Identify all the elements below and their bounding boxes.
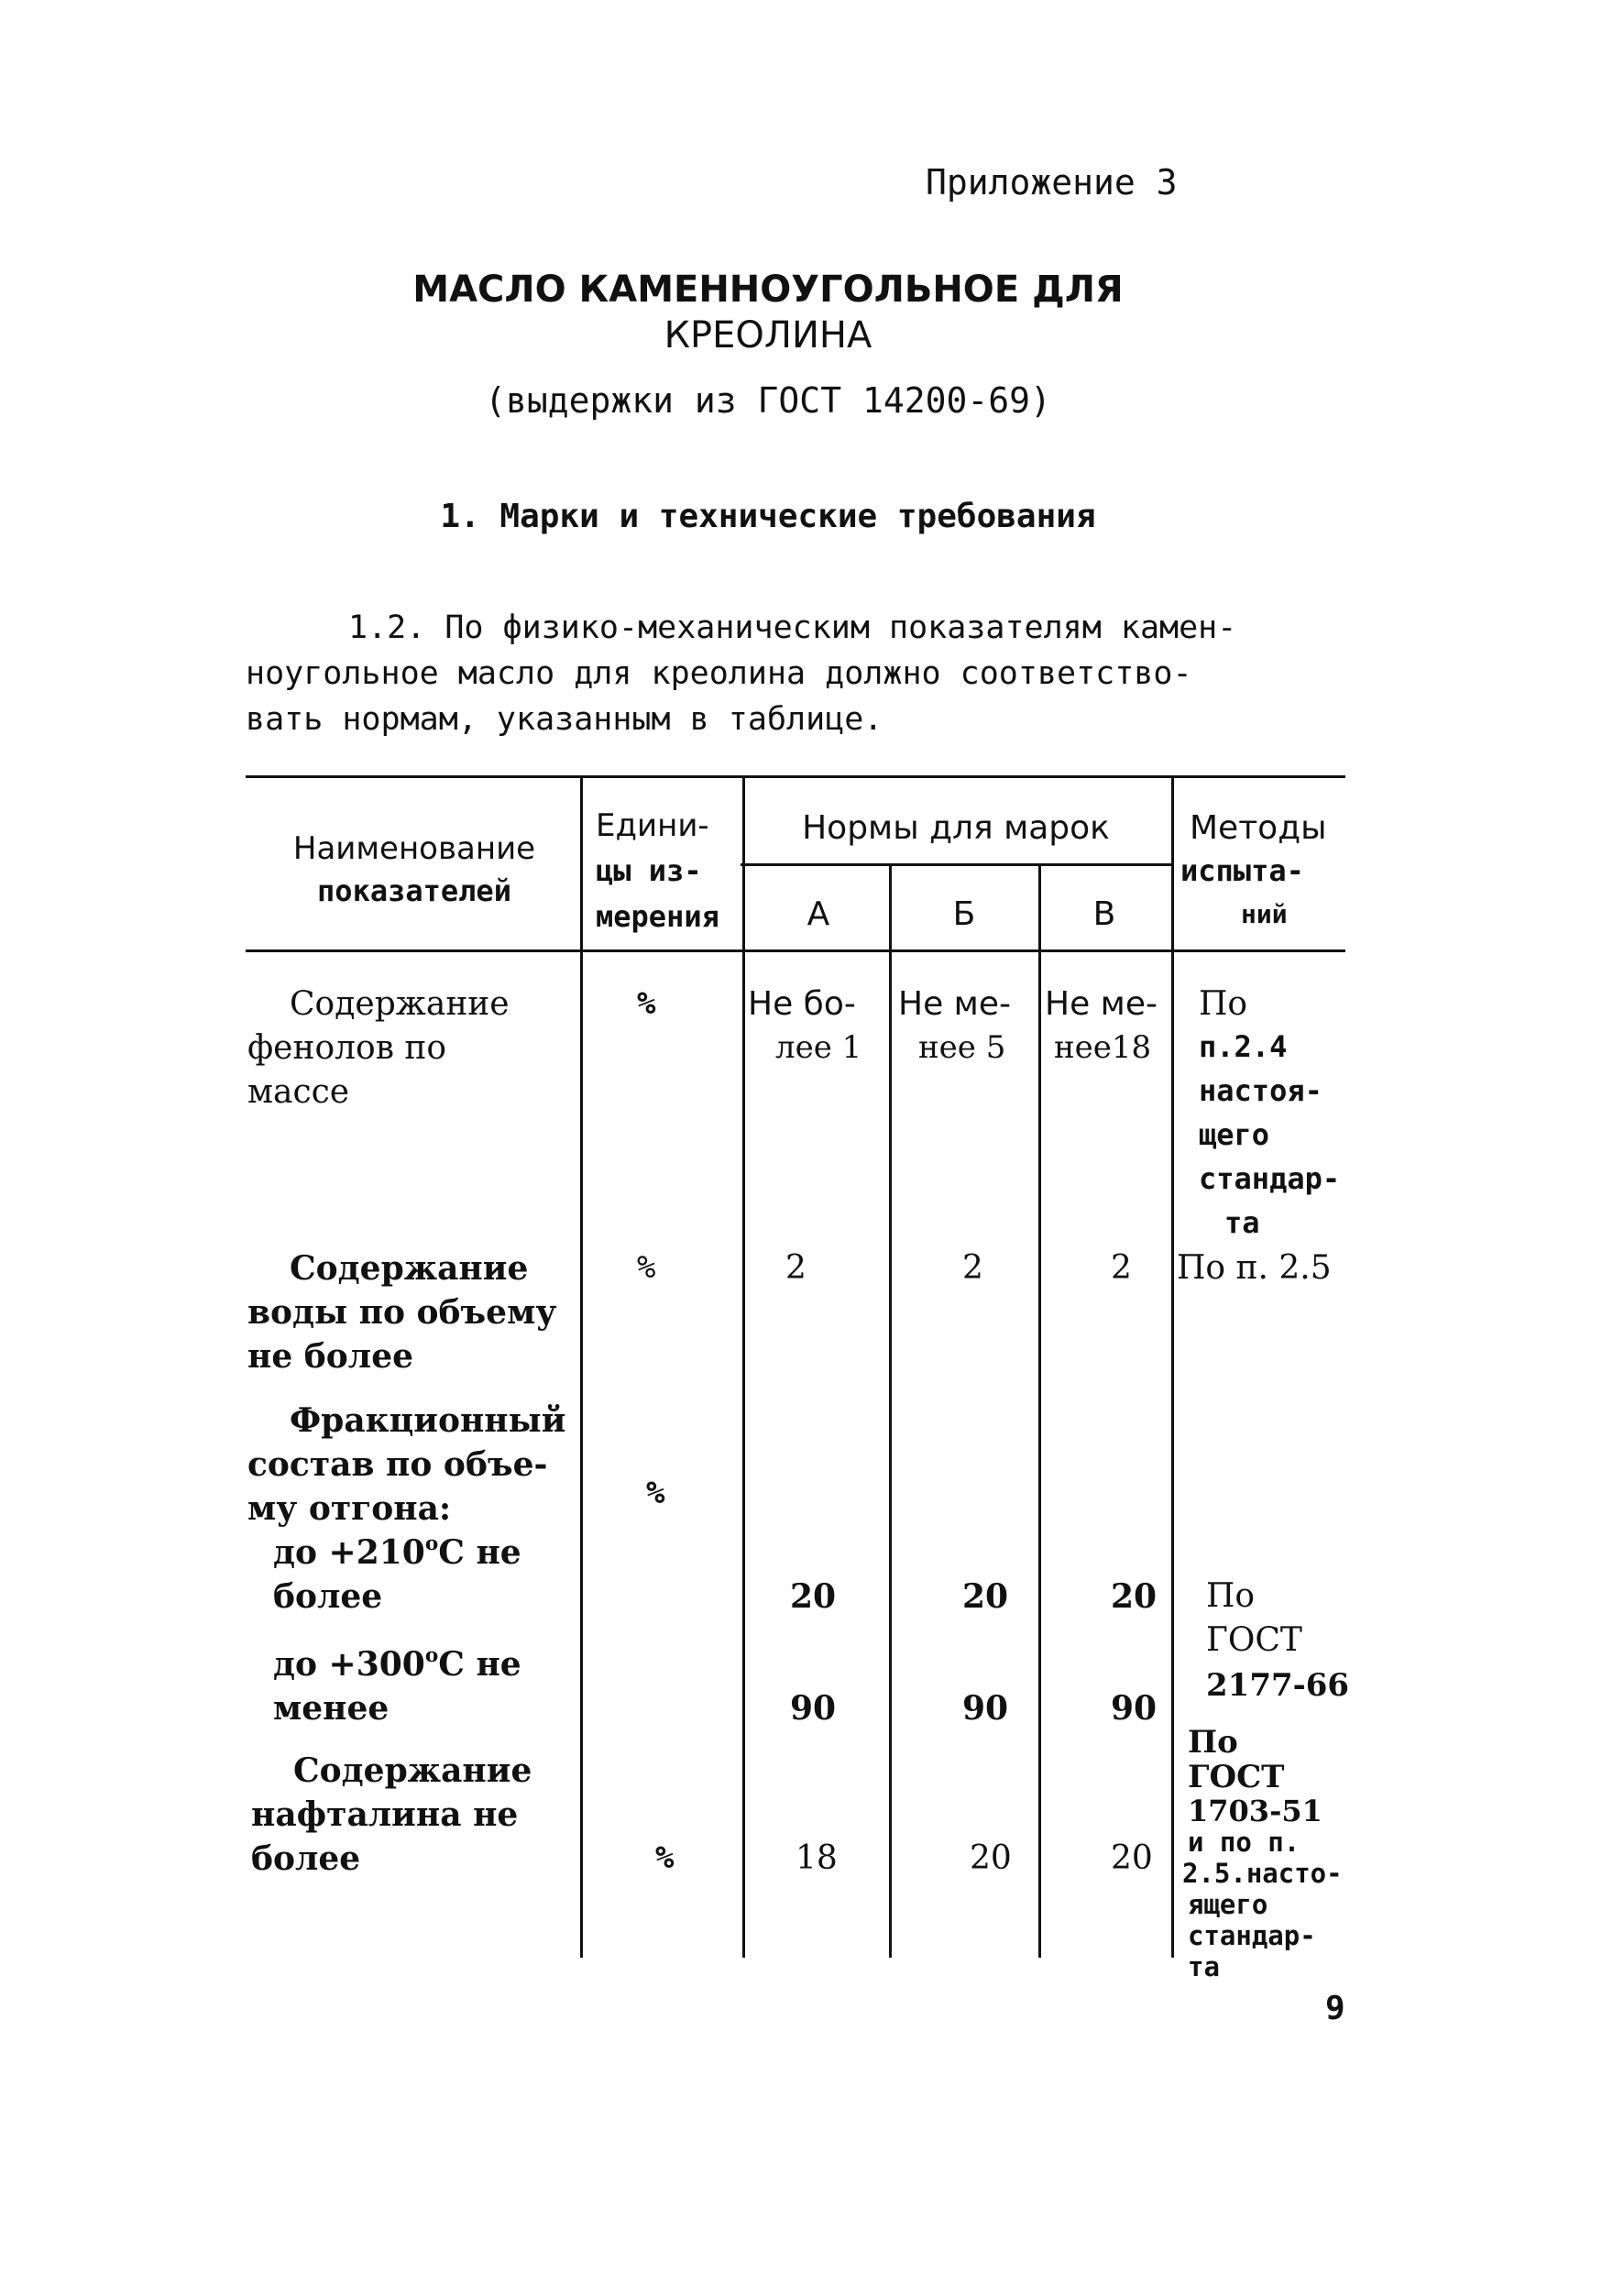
row-naphthalene-a: 18 <box>796 1839 838 1877</box>
row-phenols-name: фенолов по <box>247 1029 447 1067</box>
sub2-cond: С не <box>438 1645 521 1685</box>
degree-sign: о <box>424 1532 439 1555</box>
header-methods: испыта- <box>1180 853 1304 888</box>
row-naphthalene-b: 20 <box>970 1839 1012 1877</box>
document-title-line1: МАСЛО КАМЕННОУГОЛЬНОЕ ДЛЯ <box>412 269 1124 311</box>
row-water-b: 2 <box>962 1249 983 1287</box>
row-water-unit: % <box>637 1249 656 1286</box>
row-naphthalene-name: Содержание <box>293 1751 532 1790</box>
header-bottom-rule <box>246 949 1345 952</box>
row-phenols-name: Содержание <box>290 985 510 1023</box>
row-naphthalene-method: та <box>1188 1951 1220 1982</box>
row-phenols-method: По <box>1199 985 1248 1023</box>
row-fraction-sub1-v: 20 <box>1111 1577 1158 1616</box>
sub2-temp: до +300 <box>273 1645 425 1685</box>
sub1-cond: С не <box>438 1533 521 1573</box>
row-water-name: Содержание <box>290 1249 529 1288</box>
col-divider <box>580 775 583 1958</box>
row-naphthalene-unit: % <box>655 1839 675 1876</box>
row-phenols-method: та <box>1224 1205 1260 1240</box>
header-name: показателей <box>317 873 511 908</box>
row-naphthalene-method: стандар- <box>1188 1920 1316 1951</box>
header-units: Едини- <box>596 807 709 844</box>
row-fraction-sub2-v: 90 <box>1111 1689 1158 1728</box>
page-number: 9 <box>1325 1990 1345 2027</box>
row-water-a: 2 <box>785 1249 807 1287</box>
row-phenols-unit: % <box>637 985 656 1022</box>
row-phenols-a: Не бо- <box>748 985 856 1023</box>
row-fraction-sub2-a: 90 <box>790 1689 837 1728</box>
paragraph-line: 1.2. По физико-механическим показателям камен- <box>348 609 1237 646</box>
row-fraction-method: 2177-66 <box>1206 1667 1350 1704</box>
row-naphthalene-name: нафталина не <box>251 1795 519 1834</box>
row-fraction-method: ГОСТ <box>1206 1621 1302 1659</box>
row-phenols-v: нее18 <box>1054 1029 1152 1066</box>
row-fraction-method: По <box>1206 1577 1256 1615</box>
header-methods: Методы <box>1190 809 1327 847</box>
row-fraction-sub1-a: 20 <box>790 1577 837 1616</box>
header-name: Наименование <box>292 830 536 867</box>
section-heading: 1. Марки и технические требования <box>440 498 1096 535</box>
col-divider <box>1038 863 1041 1958</box>
row-phenols-method: настоя- <box>1199 1073 1322 1108</box>
row-naphthalene-method: ящего <box>1188 1889 1268 1920</box>
row-phenols-v: Не ме- <box>1045 985 1158 1023</box>
document-source: (выдержки из ГОСТ 14200-69) <box>485 380 1051 421</box>
paragraph-line: ноугольное масло для креолина должно соответство- <box>246 655 1192 692</box>
row-naphthalene-method: По <box>1188 1724 1238 1761</box>
row-phenols-b: нее 5 <box>918 1029 1006 1066</box>
header-units: мерения <box>596 899 719 934</box>
row-fraction-name: Фракционный <box>290 1401 566 1440</box>
row-fraction-sub2-label: менее <box>273 1689 390 1728</box>
appendix-label: Приложение 3 <box>926 162 1178 203</box>
row-phenols-a: лее 1 <box>775 1029 862 1066</box>
header-norms: Нормы для марок <box>802 809 1110 847</box>
row-naphthalene-name: более <box>251 1839 361 1878</box>
row-naphthalene-v: 20 <box>1111 1839 1153 1877</box>
header-grade-v: В <box>1092 895 1116 933</box>
row-fraction-name: состав по объе- <box>247 1445 548 1484</box>
paragraph-line: вать нормам, указанным в таблице. <box>246 701 883 738</box>
col-divider <box>1171 775 1174 1958</box>
row-phenols-method: п.2.4 <box>1199 1029 1288 1064</box>
row-naphthalene-method: и по п. <box>1188 1827 1300 1858</box>
row-naphthalene-method: ГОСТ <box>1188 1759 1285 1795</box>
norms-rule <box>741 863 1171 866</box>
header-units: цы из- <box>596 853 702 888</box>
header-grade-b: Б <box>952 895 976 933</box>
row-phenols-b: Не ме- <box>898 985 1011 1023</box>
degree-sign: о <box>424 1644 439 1667</box>
row-fraction-unit: % <box>646 1475 665 1511</box>
row-water-name: воды по объему <box>247 1293 557 1332</box>
document-title-line2: КРЕОЛИНА <box>664 314 872 357</box>
row-fraction-sub1-b: 20 <box>962 1577 1009 1616</box>
col-divider <box>889 863 892 1958</box>
table-top-rule <box>246 775 1345 778</box>
sub1-temp: до +210 <box>273 1533 425 1573</box>
row-fraction-sub1-label <box>273 1532 521 1573</box>
row-fraction-name: му отгона: <box>247 1489 452 1528</box>
row-fraction-sub1-label: более <box>273 1577 383 1616</box>
row-water-method: По п. 2.5 <box>1177 1249 1332 1287</box>
row-phenols-method: щего <box>1199 1117 1270 1152</box>
row-water-name: не более <box>247 1337 414 1376</box>
row-naphthalene-method: 1703-51 <box>1188 1794 1322 1828</box>
col-divider <box>742 775 745 1958</box>
row-naphthalene-method: 2.5.насто- <box>1182 1858 1343 1889</box>
header-grade-a: А <box>807 895 830 933</box>
row-phenols-name: массе <box>247 1073 350 1111</box>
row-water-v: 2 <box>1111 1249 1132 1287</box>
row-fraction-sub2-b: 90 <box>962 1689 1009 1728</box>
header-methods: ний <box>1241 899 1288 929</box>
row-phenols-method: стандар- <box>1199 1161 1341 1196</box>
row-fraction-sub2-label <box>273 1644 521 1685</box>
